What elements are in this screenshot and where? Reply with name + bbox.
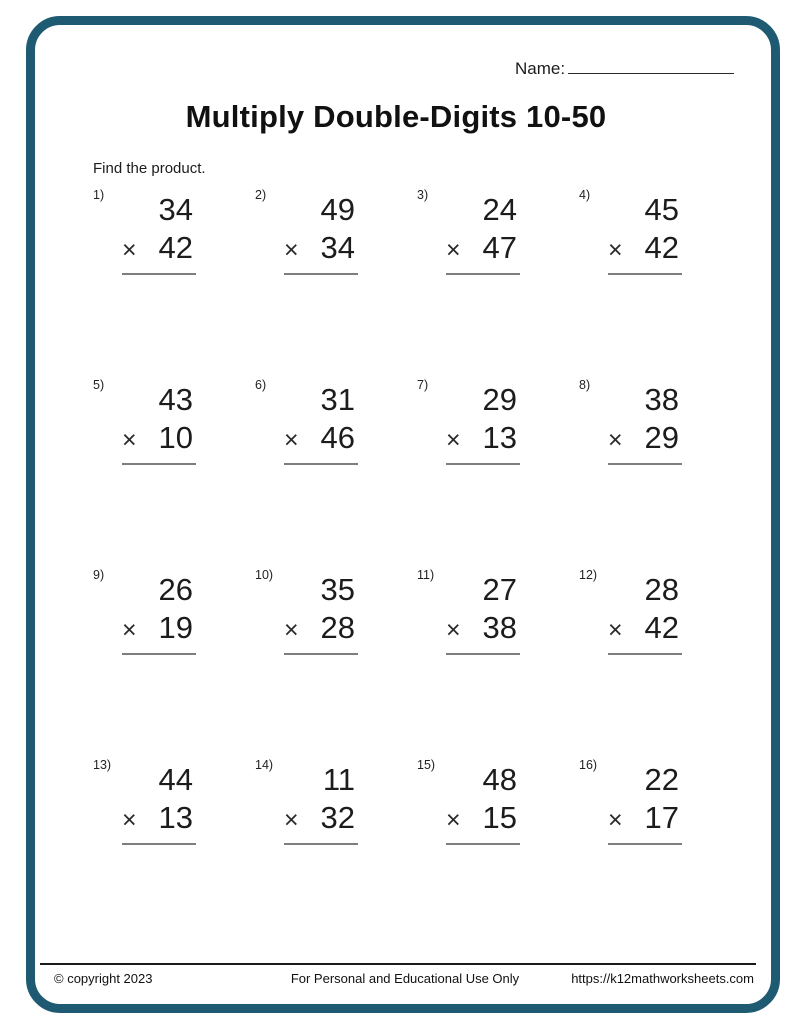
problem-work (284, 382, 358, 465)
problem-number: 8) (579, 378, 591, 392)
multiplier-row (284, 608, 358, 650)
multiplicand: 38 (644, 382, 679, 417)
problem-2 (255, 186, 417, 376)
multiplier: 15 (482, 800, 517, 835)
multiplicand: 45 (644, 192, 679, 227)
answer-line[interactable] (446, 843, 520, 845)
problem-number: 15) (417, 758, 436, 772)
answer-line[interactable] (608, 653, 682, 655)
times-icon: × (446, 806, 461, 834)
problem-number: 10) (255, 568, 274, 582)
multiplicand: 35 (320, 572, 355, 607)
problem-work (122, 382, 196, 465)
multiplicand: 48 (482, 762, 517, 797)
problem-work (608, 382, 682, 465)
times-icon: × (446, 616, 461, 644)
problem-number: 2) (255, 188, 267, 202)
footer-divider (40, 963, 756, 965)
multiplicand: 27 (482, 572, 517, 607)
multiplier-row (608, 608, 682, 650)
multiplicand: 44 (158, 762, 193, 797)
multiplier-row (608, 798, 682, 840)
problem-number: 9) (93, 568, 105, 582)
answer-line[interactable] (122, 843, 196, 845)
multiplier: 38 (482, 610, 517, 645)
problem-work (446, 762, 520, 845)
problem-work (446, 572, 520, 655)
multiplier-row (446, 228, 520, 270)
problem-number: 3) (417, 188, 429, 202)
problem-number: 16) (579, 758, 598, 772)
problem-14 (255, 756, 417, 946)
problems-grid (93, 186, 741, 946)
problem-work (284, 192, 358, 275)
times-icon: × (608, 426, 623, 454)
problem-1 (93, 186, 255, 376)
answer-line[interactable] (446, 273, 520, 275)
problem-number: 13) (93, 758, 112, 772)
times-icon: × (122, 616, 137, 644)
times-icon: × (446, 236, 461, 264)
problem-work (608, 762, 682, 845)
multiplier-row (284, 418, 358, 460)
times-icon: × (284, 806, 299, 834)
multiplier: 42 (644, 610, 679, 645)
problem-5 (93, 376, 255, 566)
multiplier: 19 (158, 610, 193, 645)
multiplier: 42 (644, 230, 679, 265)
multiplier-row (446, 798, 520, 840)
multiplicand: 11 (322, 762, 355, 797)
problem-13 (93, 756, 255, 946)
multiplicand: 31 (320, 382, 355, 417)
answer-line[interactable] (608, 273, 682, 275)
multiplicand: 29 (482, 382, 517, 417)
times-icon: × (446, 426, 461, 454)
problem-number: 12) (579, 568, 598, 582)
multiplicand: 28 (644, 572, 679, 607)
problem-number: 4) (579, 188, 591, 202)
problem-work (608, 192, 682, 275)
times-icon: × (284, 236, 299, 264)
times-icon: × (122, 806, 137, 834)
name-blank-line[interactable] (568, 58, 734, 74)
multiplier-row (446, 418, 520, 460)
multiplicand: 26 (158, 572, 193, 607)
times-icon: × (608, 616, 623, 644)
multiplicand: 43 (158, 382, 193, 417)
times-icon: × (608, 236, 623, 264)
problem-8 (579, 376, 741, 566)
problem-work (122, 572, 196, 655)
answer-line[interactable] (446, 653, 520, 655)
problem-work (284, 762, 358, 845)
multiplier-row (608, 228, 682, 270)
multiplier-row (446, 608, 520, 650)
answer-line[interactable] (122, 653, 196, 655)
page-title: Multiply Double-Digits 10-50 (185, 99, 607, 134)
multiplier: 13 (158, 800, 193, 835)
problem-3 (417, 186, 579, 376)
problem-10 (255, 566, 417, 756)
problem-number: 7) (417, 378, 429, 392)
answer-line[interactable] (284, 273, 358, 275)
multiplier-row (284, 228, 358, 270)
multiplier: 17 (644, 800, 679, 835)
footer-website-link[interactable]: https://k12mathworksheets.com (571, 971, 754, 986)
problem-number: 6) (255, 378, 267, 392)
multiplier: 34 (320, 230, 355, 265)
answer-line[interactable] (284, 843, 358, 845)
problem-16 (579, 756, 741, 946)
times-icon: × (122, 236, 137, 264)
problem-number: 11) (417, 568, 435, 582)
times-icon: × (284, 426, 299, 454)
problem-6 (255, 376, 417, 566)
multiplier: 46 (320, 420, 355, 455)
multiplier: 28 (320, 610, 355, 645)
multiplier-row (284, 798, 358, 840)
problem-work (284, 572, 358, 655)
multiplicand: 49 (320, 192, 355, 227)
times-icon: × (608, 806, 623, 834)
multiplier-row (122, 228, 196, 270)
footer-usage-note: For Personal and Educational Use Only (290, 971, 520, 986)
problem-number: 14) (255, 758, 274, 772)
multiplier: 42 (158, 230, 193, 265)
multiplicand: 24 (482, 192, 517, 227)
answer-line[interactable] (284, 653, 358, 655)
answer-line[interactable] (122, 463, 196, 465)
answer-line[interactable] (122, 273, 196, 275)
problem-work (446, 192, 520, 275)
multiplicand: 34 (158, 192, 193, 227)
multiplier: 13 (482, 420, 517, 455)
problem-work (446, 382, 520, 465)
problem-4 (579, 186, 741, 376)
instructions-text: Find the product. (93, 160, 206, 177)
multiplier-row (122, 798, 196, 840)
multiplier-row (122, 418, 196, 460)
multiplier-row (122, 608, 196, 650)
problem-15 (417, 756, 579, 946)
multiplier-row (608, 418, 682, 460)
answer-line[interactable] (608, 843, 682, 845)
problem-work (122, 192, 196, 275)
multiplier: 47 (482, 230, 517, 265)
problem-work (608, 572, 682, 655)
multiplicand: 22 (644, 762, 679, 797)
times-icon: × (284, 616, 299, 644)
problem-number: 5) (93, 378, 105, 392)
problem-number: 1) (93, 188, 105, 202)
problem-12 (579, 566, 741, 756)
answer-line[interactable] (608, 463, 682, 465)
problem-9 (93, 566, 255, 756)
multiplier: 10 (158, 420, 193, 455)
problem-work (122, 762, 196, 845)
multiplier: 29 (644, 420, 679, 455)
problem-11 (417, 566, 579, 756)
name-label: Name: (515, 59, 566, 78)
name-row (515, 58, 734, 79)
footer-copyright: © copyright 2023 (54, 971, 153, 986)
problem-7 (417, 376, 579, 566)
answer-line[interactable] (446, 463, 520, 465)
times-icon: × (122, 426, 137, 454)
multiplier: 32 (320, 800, 355, 835)
answer-line[interactable] (284, 463, 358, 465)
